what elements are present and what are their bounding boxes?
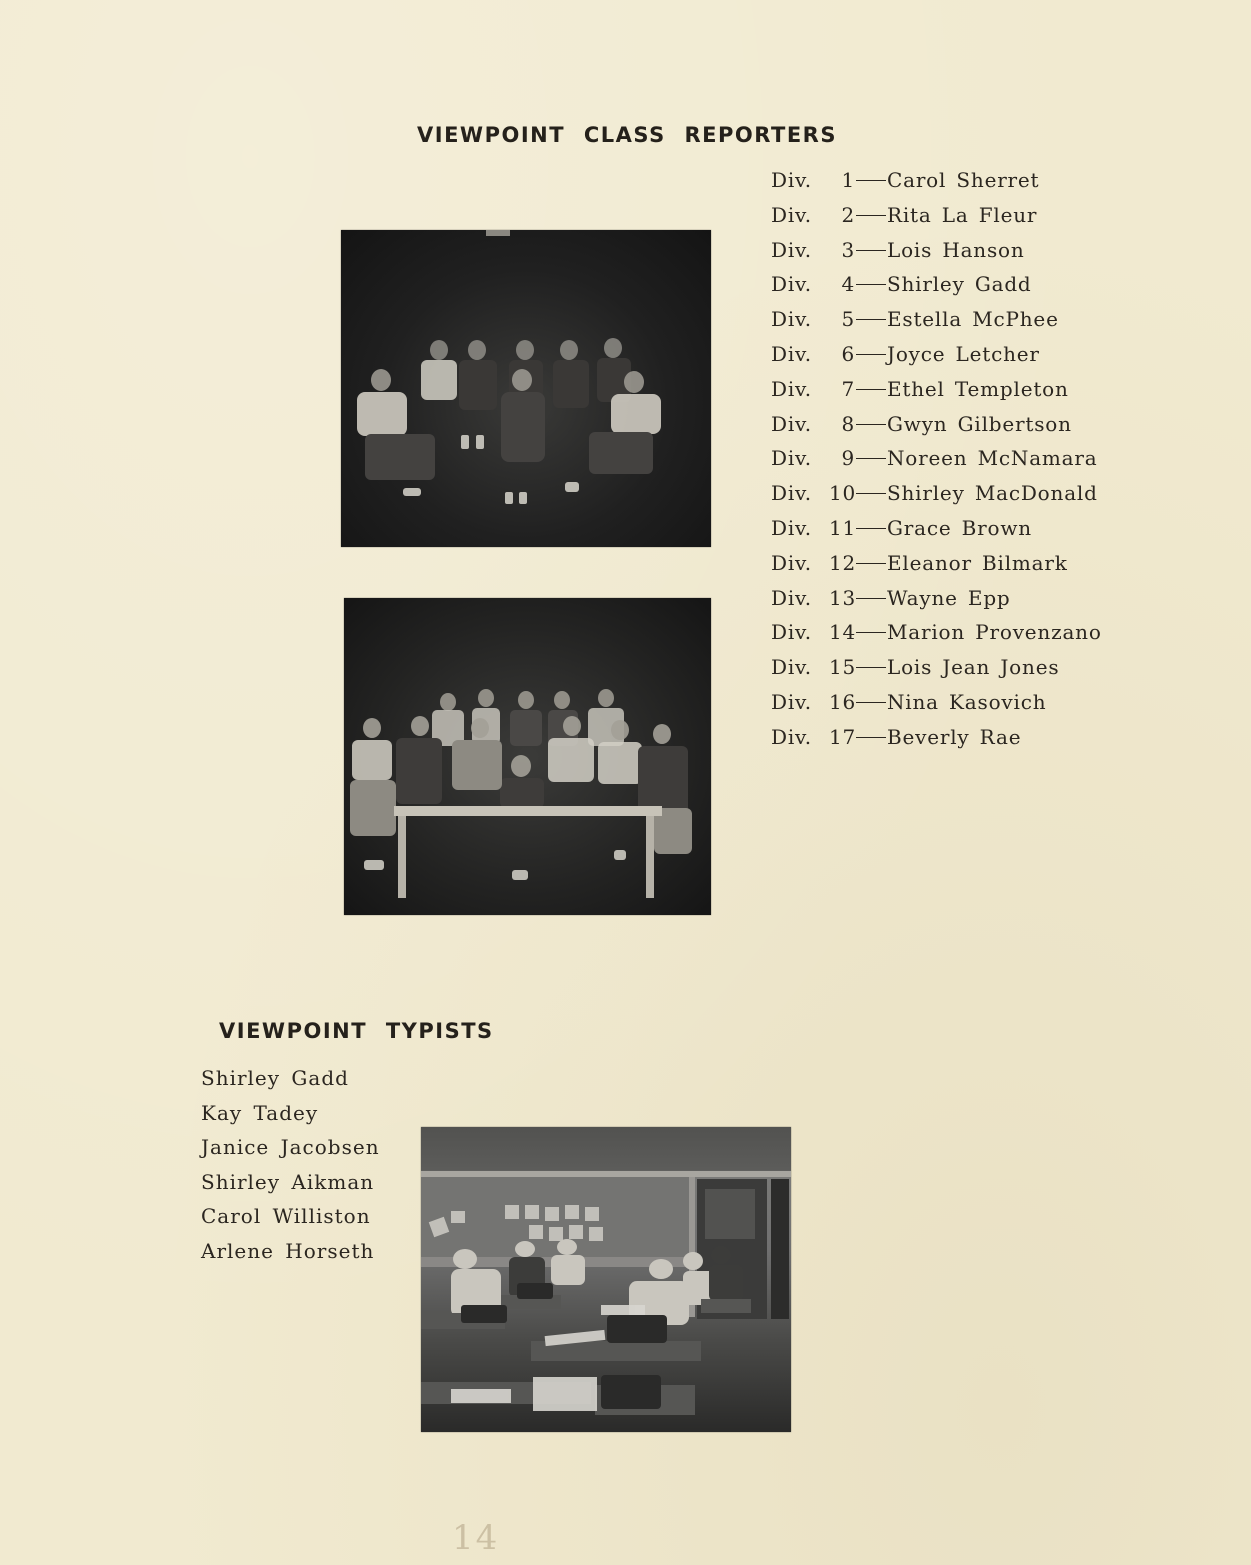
reporter-list: [771, 168, 1102, 760]
division-label: Div.: [771, 724, 812, 749]
division-number: 2: [841, 202, 855, 227]
division-label: Div.: [771, 655, 812, 680]
division-label: Div.: [771, 689, 812, 714]
reporter-row: [771, 203, 1102, 238]
reporter-name: Nina Kasovich: [887, 689, 1047, 714]
em-dash-separator: [856, 319, 886, 320]
reporter-name: Ethel Templeton: [887, 376, 1069, 401]
em-dash-separator: [856, 632, 886, 633]
reporter-name: Shirley MacDonald: [887, 481, 1098, 506]
division-number: 13: [829, 585, 857, 610]
handwritten-page-number: 14: [452, 1518, 500, 1558]
division-label: Div.: [771, 376, 812, 401]
division-number: 17: [829, 724, 857, 749]
em-dash-separator: [856, 250, 886, 251]
division-label: Div.: [771, 620, 812, 645]
reporter-name: Lois Hanson: [887, 237, 1025, 262]
division-label: Div.: [771, 550, 812, 575]
division-number: 15: [829, 655, 857, 680]
reporters-heading: VIEWPOINT CLASS REPORTERS: [417, 123, 837, 147]
division-number: 11: [829, 515, 857, 540]
reporter-row: [771, 272, 1102, 307]
em-dash-separator: [856, 702, 886, 703]
reporter-row: [771, 238, 1102, 273]
typist-name: Shirley Aikman: [201, 1169, 375, 1194]
division-label: Div.: [771, 481, 812, 506]
division-label: Div.: [771, 446, 812, 471]
em-dash-separator: [856, 284, 886, 285]
division-label: Div.: [771, 202, 812, 227]
division-label: Div.: [771, 307, 812, 332]
reporters-group-photo-1-figures: [341, 230, 711, 547]
em-dash-separator: [856, 424, 886, 425]
reporter-row: [771, 412, 1102, 447]
reporter-name: Wayne Epp: [887, 585, 1011, 610]
reporter-name: Shirley Gadd: [887, 272, 1032, 297]
division-number: 4: [841, 272, 855, 297]
typist-name: Shirley Gadd: [201, 1066, 349, 1090]
reporters-group-photo-1: [341, 230, 711, 547]
typists-classroom-photo-scene: [421, 1127, 791, 1432]
reporters-group-photo-2: [344, 598, 711, 915]
division-label: Div.: [771, 411, 812, 436]
em-dash-separator: [856, 563, 886, 564]
typist-name: Carol Williston: [201, 1204, 371, 1229]
division-label: Div.: [771, 515, 812, 540]
division-label: Div.: [771, 237, 812, 262]
reporter-name: Lois Jean Jones: [887, 655, 1060, 680]
typist-list: [201, 1066, 380, 1274]
reporter-row: [771, 168, 1102, 203]
em-dash-separator: [856, 528, 886, 529]
reporter-row: [771, 655, 1102, 690]
reporter-row: [771, 342, 1102, 377]
em-dash-separator: [856, 493, 886, 494]
reporter-name: Rita La Fleur: [887, 202, 1038, 227]
reporter-name: Beverly Rae: [887, 724, 1022, 749]
division-number: 3: [841, 237, 855, 262]
division-number: 16: [829, 689, 857, 714]
division-number: 6: [841, 341, 855, 366]
typists-heading: VIEWPOINT TYPISTS: [219, 1019, 494, 1043]
reporter-row: [771, 690, 1102, 725]
reporter-name: Estella McPhee: [887, 307, 1059, 332]
reporter-name: Grace Brown: [887, 515, 1032, 540]
em-dash-separator: [856, 215, 886, 216]
reporter-row: [771, 446, 1102, 481]
em-dash-separator: [856, 180, 886, 181]
em-dash-separator: [856, 737, 886, 738]
typist-name: Kay Tadey: [201, 1100, 319, 1125]
division-number: 14: [829, 620, 857, 645]
division-number: 7: [841, 376, 855, 401]
reporter-name: Marion Provenzano: [887, 620, 1102, 645]
division-number: 12: [829, 550, 857, 575]
reporter-row: [771, 620, 1102, 655]
reporter-row: [771, 586, 1102, 621]
reporter-row: [771, 516, 1102, 551]
typist-name: Janice Jacobsen: [201, 1135, 380, 1160]
reporter-name: Eleanor Bilmark: [887, 550, 1068, 575]
division-label: Div.: [771, 341, 812, 366]
reporter-row: [771, 725, 1102, 760]
division-number: 5: [841, 307, 855, 332]
reporter-row: [771, 551, 1102, 586]
em-dash-separator: [856, 667, 886, 668]
division-label: Div.: [771, 168, 812, 192]
reporter-row: [771, 377, 1102, 412]
division-label: Div.: [771, 272, 812, 297]
reporters-group-photo-2-figures: [344, 598, 711, 915]
reporter-name: Noreen McNamara: [887, 446, 1098, 471]
reporter-name: Carol Sherret: [887, 168, 1040, 192]
em-dash-separator: [856, 598, 886, 599]
division-number: 9: [841, 446, 855, 471]
typists-classroom-photo: [421, 1127, 791, 1432]
division-label: Div.: [771, 585, 812, 610]
reporter-name: Joyce Letcher: [887, 341, 1040, 366]
reporter-row: [771, 307, 1102, 342]
reporter-name: Gwyn Gilbertson: [887, 411, 1072, 436]
division-number: 1: [841, 168, 855, 192]
em-dash-separator: [856, 458, 886, 459]
reporter-row: [771, 481, 1102, 516]
division-number: 10: [829, 481, 857, 506]
em-dash-separator: [856, 389, 886, 390]
typist-name: Arlene Horseth: [201, 1238, 375, 1263]
division-number: 8: [841, 411, 855, 436]
em-dash-separator: [856, 354, 886, 355]
